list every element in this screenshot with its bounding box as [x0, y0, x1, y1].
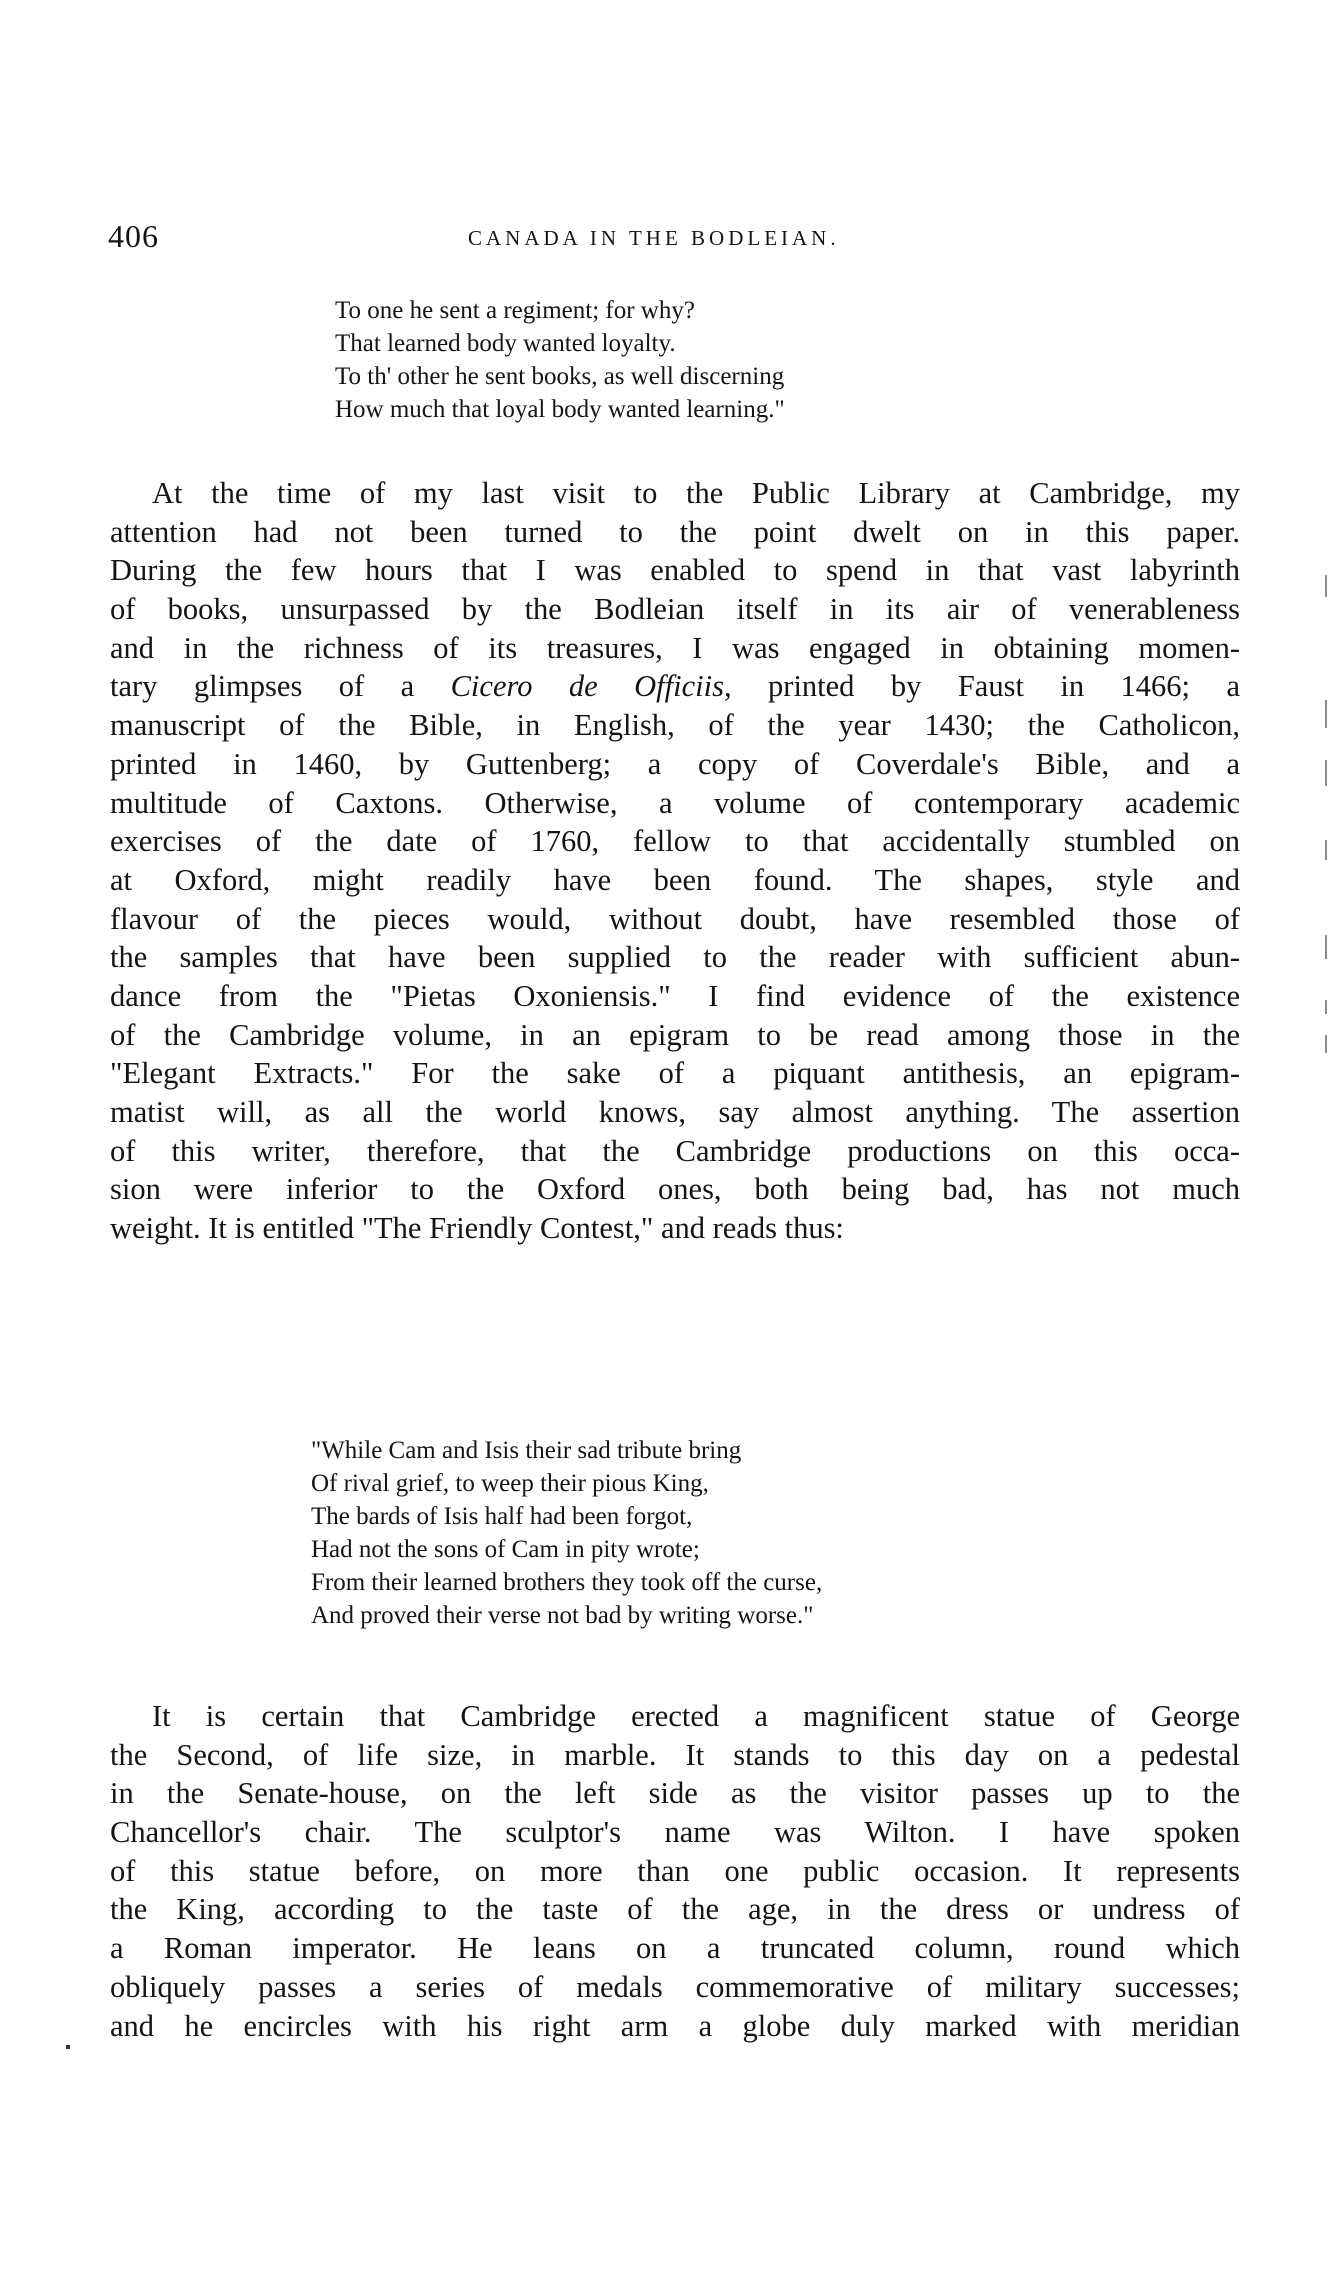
verse-line: How much that loyal body wanted learning." [335, 396, 785, 423]
scan-margin-mark [1325, 935, 1327, 959]
text-line: At the time of my last visit to the Public Library at Cambridge, my [152, 476, 1240, 510]
verse-line: The bards of Isis half had been forgot, [311, 1503, 693, 1530]
text-line: and he encircles with his right arm a globe duly marked with meridian [110, 2008, 1240, 2043]
text-line: and in the richness of its treasures, I was engaged in obtaining momen- [110, 630, 1240, 665]
text-line-segment: printed by Faust in 1466; a [731, 669, 1240, 704]
page-header [108, 218, 1248, 258]
text-line: of books, unsurpassed by the Bodleian itself in its air of venerableness [110, 592, 1240, 627]
verse-line: That learned body wanted loyalty. [335, 330, 676, 357]
verse-line: "While Cam and Isis their sad tribute bring [311, 1437, 742, 1464]
text-line: It is certain that Cambridge erected a magnificent statue of George [152, 1699, 1240, 1733]
scan-margin-mark [1325, 700, 1327, 728]
text-line: of the Cambridge volume, in an epigram to be read among those in the [110, 1017, 1240, 1052]
text-line: attention had not been turned to the point dwelt on in this paper. [110, 514, 1240, 549]
text-line: weight. It is entitled "The Friendly Contest," and reads thus: [110, 1211, 844, 1246]
verse-block-2 [311, 1434, 822, 1632]
scan-margin-mark [1325, 1000, 1327, 1014]
verse-line: Of rival grief, to weep their pious King, [311, 1470, 709, 1497]
italic-title: Cicero de Officiis, [450, 669, 732, 704]
text-line: multitude of Caxtons. Otherwise, a volume of contemporary academic [110, 785, 1240, 820]
text-line: matist will, as all the world knows, say almost anything. The assertion [110, 1095, 1240, 1129]
text-line: "Elegant Extracts." For the sake of a piquant antithesis, an epigram- [110, 1056, 1240, 1091]
text-line: at Oxford, might readily have been found. The shapes, style and [110, 862, 1240, 897]
verse-line: To one he sent a regiment; for why? [335, 297, 695, 324]
scan-margin-mark [66, 2045, 70, 2049]
text-line: obliquely passes a series of medals commemorative of military successes; [110, 1969, 1240, 2004]
text-line: the King, according to the taste of the age, in the dress or undress of [110, 1892, 1240, 1927]
running-head: CANADA IN THE BODLEIAN. [468, 226, 840, 250]
text-line: exercises of the date of 1760, fellow to that accidentally stumbled on [110, 824, 1240, 859]
text-line: of this writer, therefore, that the Cambridge productions on this occa- [110, 1133, 1240, 1168]
scan-margin-mark [1325, 1035, 1327, 1053]
text-line: Chancellor's chair. The sculptor's name was Wilton. I have spoken [110, 1815, 1240, 1850]
text-line: the samples that have been supplied to the reader with sufficient abun- [110, 940, 1240, 975]
scan-margin-mark [1325, 840, 1327, 860]
verse-line: From their learned brothers they took off the curse, [311, 1569, 823, 1596]
text-line-segment: tary glimpses of a [110, 669, 451, 704]
paragraph-2 [110, 1697, 1240, 2045]
text-line: sion were inferior to the Oxford ones, both being bad, has not much [110, 1172, 1240, 1207]
verse-line: To th' other he sent books, as well discerning [335, 363, 785, 390]
text-line [110, 667, 1240, 706]
text-line: flavour of the pieces would, without doubt, have resembled those of [110, 901, 1240, 936]
text-line: manuscript of the Bible, in English, of the year 1430; the Catholicon, [110, 708, 1240, 743]
text-line: the Second, of life size, in marble. It stands to this day on a pedestal [110, 1737, 1240, 1772]
text-line: in the Senate-house, on the left side as the visitor passes up to the [110, 1776, 1240, 1811]
text-line: a Roman imperator. He leans on a truncated column, round which [110, 1931, 1240, 1966]
text-line: dance from the "Pietas Oxoniensis." I find evidence of the existence [110, 978, 1240, 1013]
text-line: During the few hours that I was enabled to spend in that vast labyrinth [110, 553, 1240, 588]
verse-line: Had not the sons of Cam in pity wrote; [311, 1536, 700, 1563]
scan-margin-mark [1325, 760, 1327, 786]
scan-margin-mark [1325, 575, 1327, 597]
verse-block-1 [335, 294, 785, 426]
verse-line: And proved their verse not bad by writing worse." [311, 1602, 814, 1629]
text-line: of this statue before, on more than one public occasion. It represents [110, 1853, 1240, 1888]
page-number: 406 [108, 218, 159, 254]
text-line: printed in 1460, by Guttenberg; a copy of Coverdale's Bible, and a [110, 746, 1240, 781]
paragraph-1 [110, 474, 1240, 1248]
